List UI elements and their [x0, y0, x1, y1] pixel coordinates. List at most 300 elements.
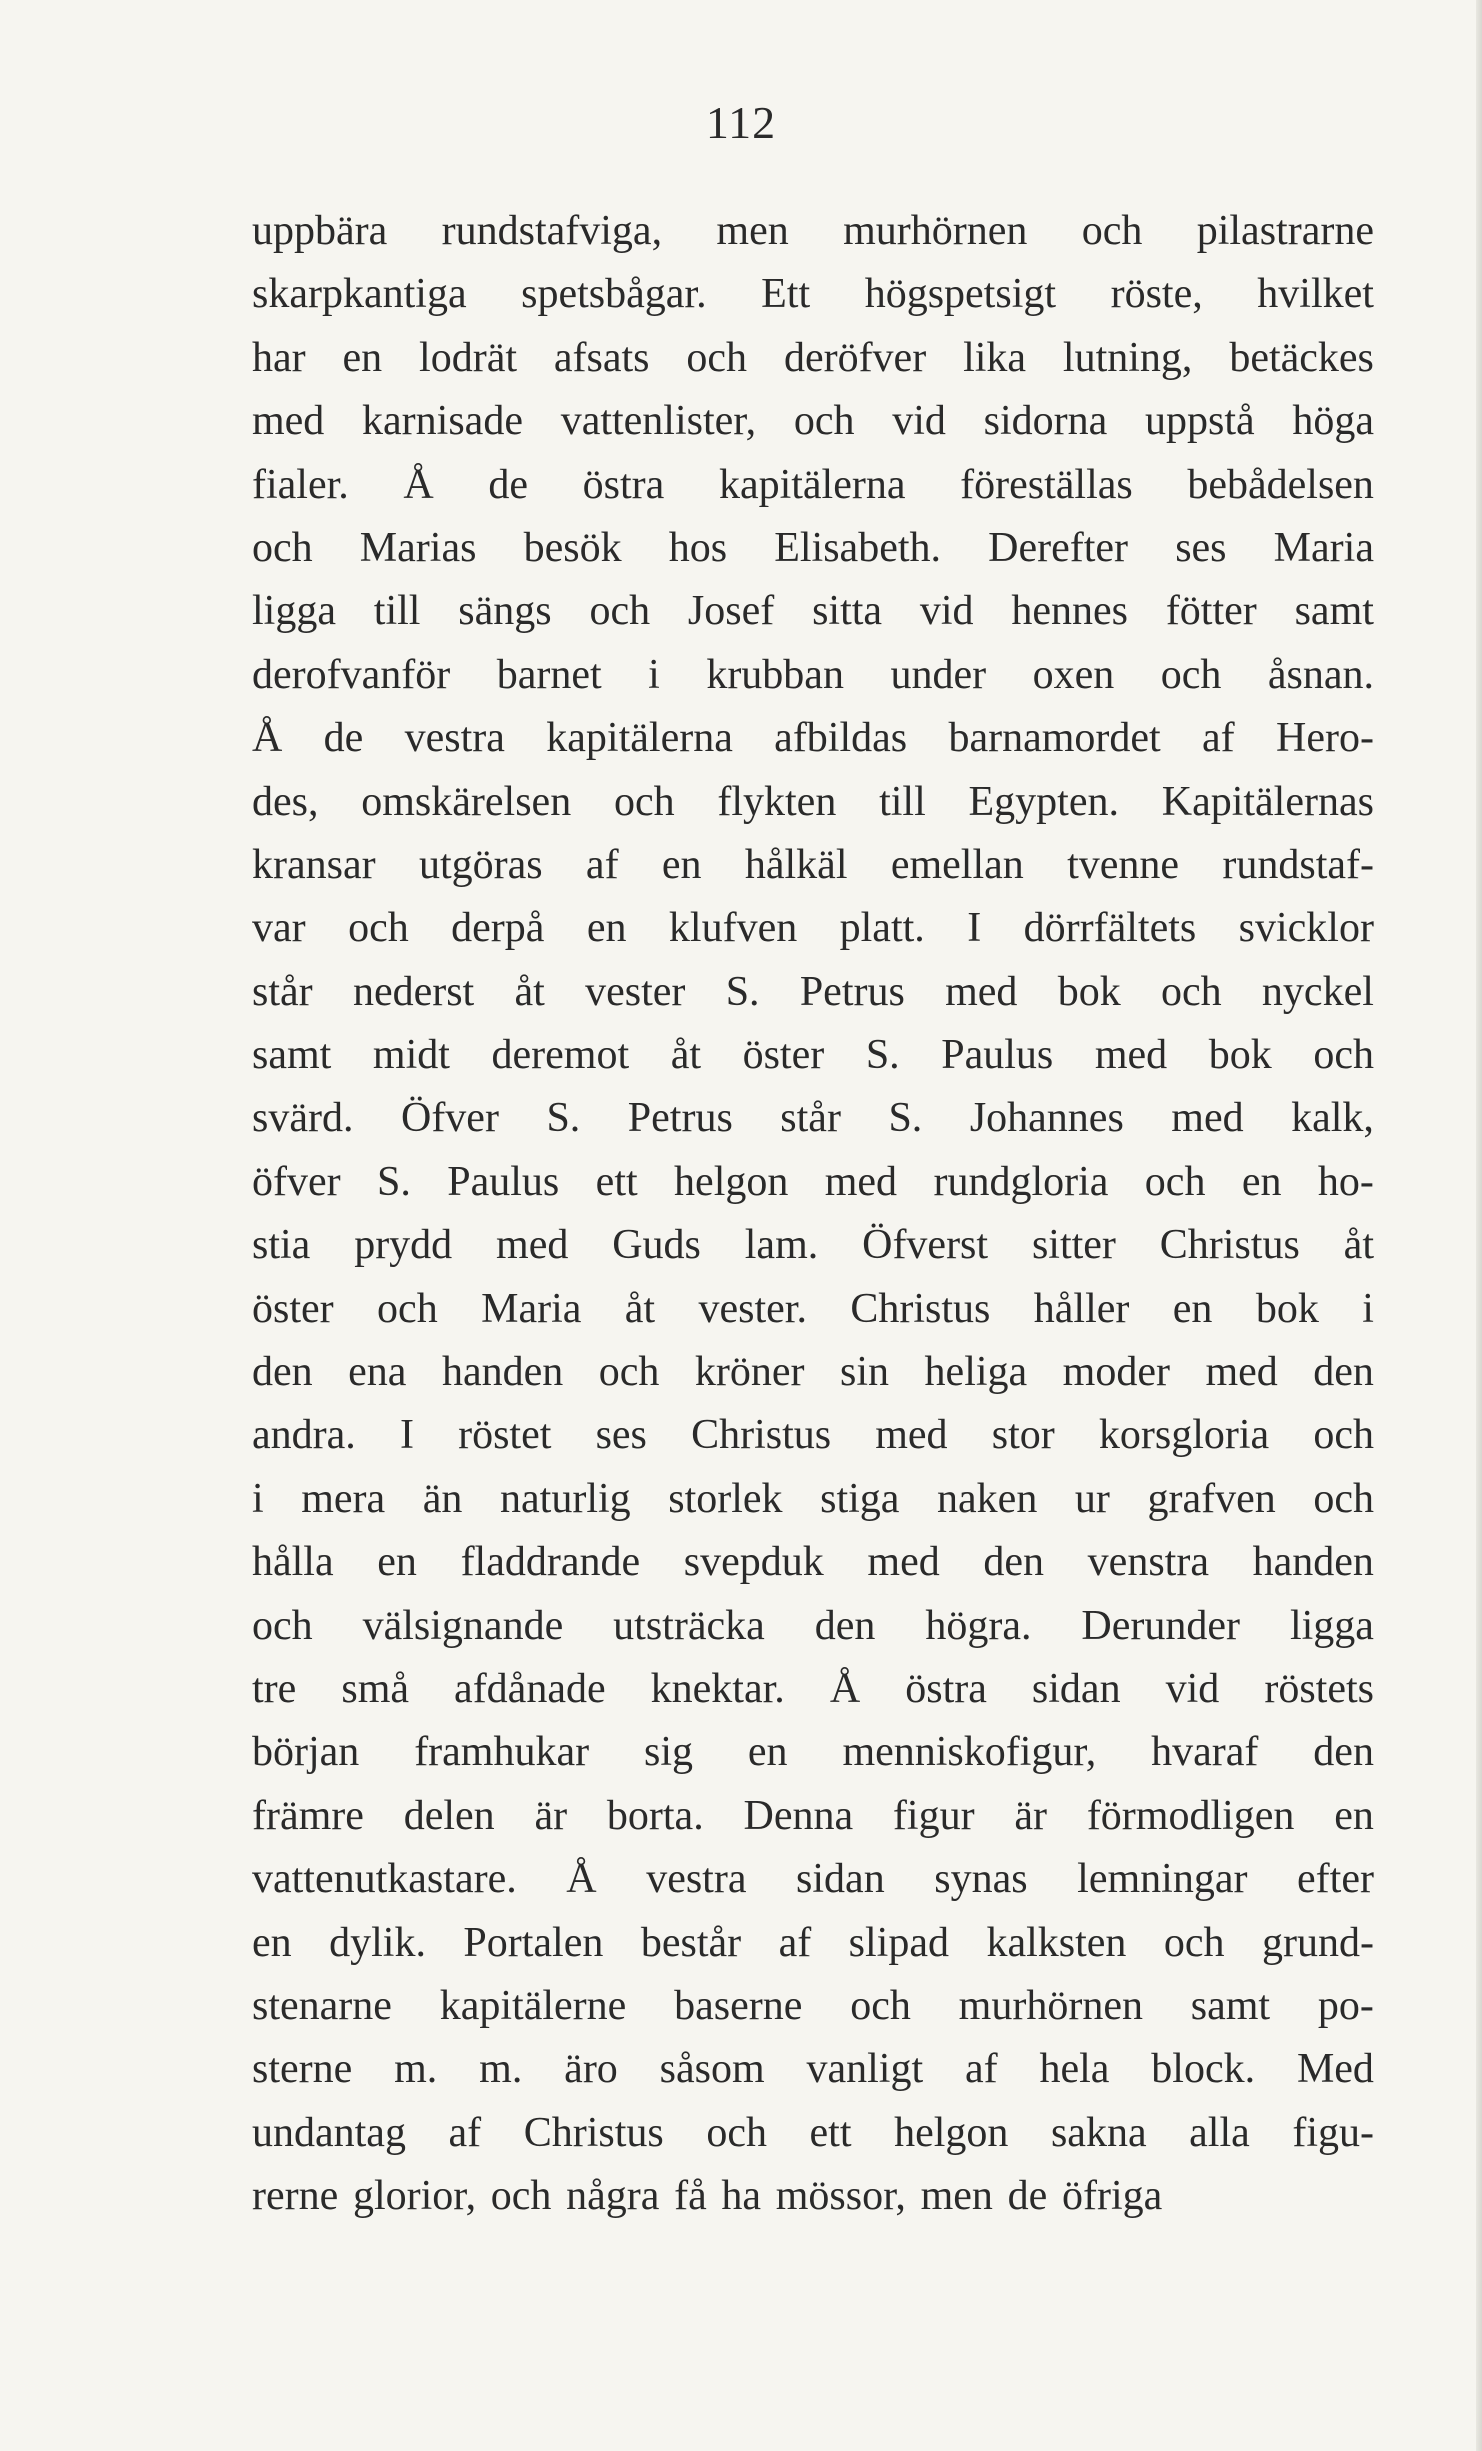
word: ur [1074, 1475, 1110, 1522]
word: Marias [359, 524, 477, 571]
word: vid [1165, 1665, 1220, 1712]
word: kalksten [986, 1919, 1127, 1966]
word: menniskofigur, [842, 1729, 1097, 1776]
word: Petrus [799, 968, 905, 1015]
word: några [566, 2173, 660, 2220]
word: m. [394, 2046, 438, 2093]
word: främre [252, 1792, 364, 1839]
word: kröner [694, 1349, 805, 1396]
text-line [252, 707, 1374, 770]
word: stenarne [252, 1982, 392, 2029]
word: utgöras [418, 841, 543, 888]
word: sin [840, 1349, 890, 1396]
word: utsträcka [613, 1602, 765, 1649]
word: dörrfältets [1023, 905, 1197, 952]
word: Öfverst [862, 1222, 989, 1269]
word: en [252, 1919, 292, 1966]
word: af [1202, 715, 1235, 762]
word: i [252, 1475, 264, 1522]
word: bok [1057, 968, 1121, 1015]
word: med [1171, 1095, 1244, 1142]
word: och [598, 1349, 660, 1396]
word: ha [721, 2173, 762, 2220]
word: än [422, 1475, 463, 1522]
word: ses [595, 1412, 647, 1459]
word: hennes [1011, 588, 1128, 635]
word: östra [582, 461, 665, 508]
word: afbildas [774, 715, 908, 762]
word: och [490, 2173, 552, 2220]
word: och [793, 398, 855, 445]
word: vestra [404, 715, 505, 762]
word: karnisade [362, 398, 523, 445]
word: midt [372, 1032, 450, 1079]
word: Denna [743, 1792, 854, 1839]
word: en [1241, 1158, 1282, 1205]
word: är [1014, 1792, 1048, 1839]
word: S. [377, 1158, 411, 1205]
word: emellan [890, 841, 1024, 888]
word: kapitälerne [439, 1982, 627, 2029]
word: efter [1297, 1856, 1374, 1903]
word: S. [888, 1095, 923, 1142]
word: Med [1296, 2046, 1374, 2093]
word: vestra [646, 1856, 747, 1903]
word: bok [1208, 1032, 1272, 1079]
word: synas [934, 1856, 1028, 1903]
word: mössor, [775, 2173, 906, 2220]
word: röstets [1264, 1665, 1374, 1712]
word: kalk, [1291, 1095, 1374, 1142]
word: dylik. [329, 1919, 426, 1966]
word: oxen [1032, 651, 1115, 698]
word: moder [1062, 1349, 1170, 1396]
word: och [1160, 651, 1222, 698]
word: handen [1252, 1539, 1374, 1586]
word: alla [1189, 2109, 1250, 2156]
word: såsom [659, 2046, 765, 2093]
word: med [945, 968, 1018, 1015]
word: och [1163, 1919, 1225, 1966]
word: Petrus [627, 1095, 733, 1142]
word: glorior, [352, 2173, 477, 2220]
word: vester [585, 968, 686, 1015]
text-line [252, 1151, 1374, 1214]
word: derpå [451, 905, 545, 952]
word: föreställas [960, 461, 1133, 508]
word: till [373, 588, 421, 635]
text-line [252, 390, 1374, 453]
word: och [252, 1602, 313, 1649]
word: mera [301, 1475, 386, 1522]
word: rundstafviga, [441, 208, 663, 254]
word: hålla [252, 1539, 334, 1586]
word: helgon [894, 2109, 1009, 2156]
word: förmodligen [1086, 1792, 1295, 1839]
text-line [252, 1468, 1374, 1531]
word: högspetsigt [864, 271, 1057, 318]
word: består [640, 1919, 742, 1966]
word: des, [252, 778, 319, 825]
word: välsignande [362, 1602, 564, 1649]
word: en [1172, 1285, 1213, 1332]
word: fötter [1165, 588, 1257, 635]
word: barnamordet [948, 715, 1161, 762]
word: S. [865, 1032, 900, 1079]
body-text [252, 200, 1374, 2229]
word: helgon [674, 1158, 789, 1205]
word: sterne [252, 2046, 353, 2093]
word: pilastrarne [1196, 208, 1374, 254]
word: Egypten. [968, 778, 1119, 825]
word: ligga [252, 588, 336, 635]
word: med [867, 1539, 940, 1586]
word: åt [670, 1032, 701, 1079]
word: Kapitälernas [1161, 778, 1374, 825]
word: men [920, 2173, 993, 2220]
word: och [589, 588, 651, 635]
text-line [252, 834, 1374, 897]
word: platt. [839, 905, 925, 952]
word: afdånade [454, 1665, 606, 1712]
word: samt [1190, 1982, 1271, 2029]
word: vanligt [806, 2046, 924, 2093]
text-line [252, 1087, 1374, 1150]
word: den [1313, 1729, 1374, 1776]
word: murhörnen [958, 1982, 1143, 2029]
word: deremot [491, 1032, 630, 1079]
word: och [706, 2109, 767, 2156]
word: en [586, 905, 627, 952]
word: korsgloria [1098, 1412, 1270, 1459]
word: med [496, 1222, 569, 1269]
word: hvilket [1257, 271, 1374, 318]
word: afsats [553, 334, 650, 381]
word: naken [937, 1475, 1038, 1522]
word: stiga [820, 1475, 900, 1522]
word: fialer. [252, 461, 349, 508]
word: uppbära [252, 208, 388, 254]
word: fladdrande [460, 1539, 641, 1586]
word: Guds [612, 1222, 701, 1269]
word: af [448, 2109, 482, 2156]
word: kapitälerna [546, 715, 733, 762]
text-line [252, 1595, 1374, 1658]
text-line [252, 1658, 1374, 1721]
text-line [252, 1785, 1374, 1848]
text-line [252, 1278, 1374, 1341]
word: andra. [252, 1412, 356, 1459]
word: med [824, 1158, 898, 1205]
word: figu- [1292, 2109, 1374, 2156]
word: Maria [1273, 524, 1374, 571]
word: borta. [606, 1792, 704, 1839]
word: med [1205, 1349, 1278, 1396]
word: en [661, 841, 702, 888]
word: af [585, 841, 619, 888]
word: och [1081, 208, 1143, 254]
word: och [377, 1285, 438, 1332]
word: nyckel [1261, 968, 1374, 1015]
word: åsnan. [1267, 651, 1374, 698]
text-line [252, 1721, 1374, 1784]
word: öster [252, 1285, 334, 1332]
word: sidan [1031, 1665, 1121, 1712]
word: murhörnen [843, 208, 1028, 254]
word: en [747, 1729, 788, 1776]
text-line [252, 1341, 1374, 1404]
word: block. [1151, 2046, 1256, 2093]
word: sig [644, 1729, 694, 1776]
word: deröfver [783, 334, 927, 381]
word: ett [595, 1158, 638, 1205]
word: af [778, 1919, 812, 1966]
word: flykten [717, 778, 837, 825]
word: I [399, 1412, 414, 1459]
word: hela [1039, 2046, 1110, 2093]
word: Å [403, 461, 434, 508]
word: klufven [668, 905, 798, 952]
word: vid [919, 588, 974, 635]
word: de [323, 715, 364, 762]
word: den [1313, 1349, 1374, 1396]
word: Hero- [1276, 715, 1374, 762]
word: Å [829, 1665, 861, 1712]
word: håller [1033, 1285, 1130, 1332]
word: öster [742, 1032, 825, 1079]
word: och [1144, 1158, 1206, 1205]
word: figur [892, 1792, 975, 1839]
word: rerne [252, 2173, 339, 2220]
word: S. [546, 1095, 581, 1142]
word: Johannes [969, 1095, 1124, 1142]
text-line [252, 327, 1374, 390]
word: S. [725, 968, 760, 1015]
word: stia [252, 1222, 311, 1269]
word: lemningar [1077, 1856, 1248, 1903]
word: de [1007, 2173, 1048, 2220]
word: stor [991, 1412, 1055, 1459]
text-line [252, 961, 1374, 1024]
word: i [648, 651, 660, 698]
word: röstet [458, 1412, 552, 1459]
word: i [1362, 1285, 1374, 1332]
page-number: 112 [705, 97, 777, 148]
word: svepduk [683, 1539, 824, 1586]
word: hos [668, 524, 728, 571]
word: svärd. [252, 1095, 354, 1142]
text-line [252, 1975, 1374, 2038]
word: bebådelsen [1187, 461, 1374, 508]
text-line [252, 1848, 1374, 1911]
word: Derunder [1081, 1602, 1241, 1649]
word: svicklor [1238, 905, 1374, 952]
word: naturlig [500, 1475, 631, 1522]
word: Elisabeth. [774, 524, 942, 571]
text-line [252, 200, 1374, 263]
page-edge [1476, 0, 1482, 2451]
word: med [1094, 1032, 1168, 1079]
word: Paulus [447, 1158, 560, 1205]
word: en [1334, 1792, 1374, 1839]
word: och [1313, 1032, 1374, 1079]
word: heliga [924, 1349, 1028, 1396]
word: ho- [1317, 1158, 1374, 1205]
word: krubban [706, 651, 844, 698]
word: baserne [674, 1982, 803, 2029]
word: storlek [668, 1475, 783, 1522]
word: och [348, 905, 409, 952]
word: Christus [691, 1412, 832, 1459]
word: lodrät [419, 334, 518, 381]
word: framhukar [414, 1729, 590, 1776]
word: I [967, 905, 982, 952]
word: under [890, 651, 987, 698]
word: Portalen [463, 1919, 604, 1966]
word: hålkäl [744, 841, 848, 888]
word: rundstaf- [1222, 841, 1374, 888]
word: och [1160, 968, 1222, 1015]
word: vid [892, 398, 946, 445]
word: den [814, 1602, 876, 1649]
word: åt [1343, 1222, 1374, 1269]
word: och [1313, 1412, 1374, 1459]
word: af [965, 2046, 998, 2093]
word: och [613, 778, 675, 825]
word: och [850, 1982, 911, 2029]
word: öfver [252, 1158, 341, 1205]
word: slipad [848, 1919, 949, 1966]
word: Josef [687, 588, 775, 635]
word: venstra [1087, 1539, 1209, 1586]
word: tvenne [1067, 841, 1180, 888]
word: Christus [850, 1285, 991, 1332]
word: betäckes [1229, 334, 1374, 381]
word: Å [566, 1856, 597, 1903]
word: vattenlister, [560, 398, 757, 445]
word: vester. [698, 1285, 807, 1332]
word: sidorna [983, 398, 1108, 445]
word: kapitälerna [718, 461, 906, 508]
word: prydd [354, 1222, 453, 1269]
word: de [488, 461, 529, 508]
word: början [252, 1729, 360, 1776]
word: östra [905, 1665, 987, 1712]
text-line [252, 1404, 1374, 1467]
word: en [342, 334, 383, 381]
word: sidan [796, 1856, 885, 1903]
word: Christus [523, 2109, 664, 2156]
text-line [252, 454, 1374, 517]
word: besök [523, 524, 622, 571]
word: omskärelsen [361, 778, 572, 825]
word: samt [1294, 588, 1374, 635]
word: lika [963, 334, 1027, 381]
word: den [252, 1349, 313, 1396]
word: men [716, 208, 789, 254]
word: står [252, 968, 313, 1015]
word: handen [441, 1349, 564, 1396]
word: åt [624, 1285, 656, 1332]
word: är [534, 1792, 568, 1839]
word: knektar. [650, 1665, 785, 1712]
word: och [252, 524, 313, 571]
word: undantag [252, 2109, 406, 2156]
word: en [377, 1539, 417, 1586]
word: m. [479, 2046, 523, 2093]
word: röste, [1110, 271, 1203, 318]
word: med [252, 398, 325, 445]
text-line [252, 897, 1374, 960]
word: åt [514, 968, 545, 1015]
word: sitta [812, 588, 883, 635]
word: var [252, 905, 306, 952]
word: ligga [1289, 1602, 1374, 1649]
word: och [1313, 1475, 1374, 1522]
text-line [252, 2102, 1374, 2165]
word: lam. [744, 1222, 819, 1269]
word: rundgloria [933, 1158, 1109, 1205]
text-line [252, 644, 1374, 707]
word: grafven [1147, 1475, 1276, 1522]
word: barnet [496, 651, 602, 698]
word: Ett [761, 271, 811, 318]
text-line [252, 517, 1374, 580]
word: med [875, 1412, 948, 1459]
word: ses [1175, 524, 1227, 571]
word: Derefter [988, 524, 1129, 571]
text-line [252, 1214, 1374, 1277]
word: Christus [1159, 1222, 1300, 1269]
word: Maria [481, 1285, 582, 1332]
text-line [252, 771, 1374, 834]
word: grund- [1261, 1919, 1374, 1966]
word: Paulus [941, 1032, 1054, 1079]
word: derofvanför [252, 651, 451, 698]
word: delen [403, 1792, 495, 1839]
word: skarpkantiga [252, 271, 467, 318]
word: samt [252, 1032, 332, 1079]
word: vattenutkastare. [252, 1856, 517, 1903]
text-line [252, 2165, 1374, 2228]
word: har [252, 334, 306, 381]
word: små [341, 1665, 409, 1712]
text-line [252, 580, 1374, 643]
word: hvaraf [1151, 1729, 1259, 1776]
word: sängs [458, 588, 552, 635]
text-line [252, 263, 1374, 326]
word: den [983, 1539, 1045, 1586]
word: lutning, [1062, 334, 1193, 381]
word: kransar [252, 841, 376, 888]
word: sitter [1031, 1222, 1116, 1269]
word: står [780, 1095, 841, 1142]
word: ett [809, 2109, 852, 2156]
text-line [252, 1912, 1374, 1975]
word: höga [1292, 398, 1374, 445]
word: få [674, 2173, 707, 2220]
word: bok [1255, 1285, 1319, 1332]
word: sakna [1050, 2109, 1147, 2156]
word: öfriga [1061, 2173, 1163, 2220]
word: ena [348, 1349, 407, 1396]
word: spetsbågar. [521, 271, 707, 318]
text-line [252, 1024, 1374, 1087]
text-line [252, 2038, 1374, 2101]
word: tre [252, 1665, 297, 1712]
word: högra. [925, 1602, 1032, 1649]
word: po- [1317, 1982, 1374, 2029]
